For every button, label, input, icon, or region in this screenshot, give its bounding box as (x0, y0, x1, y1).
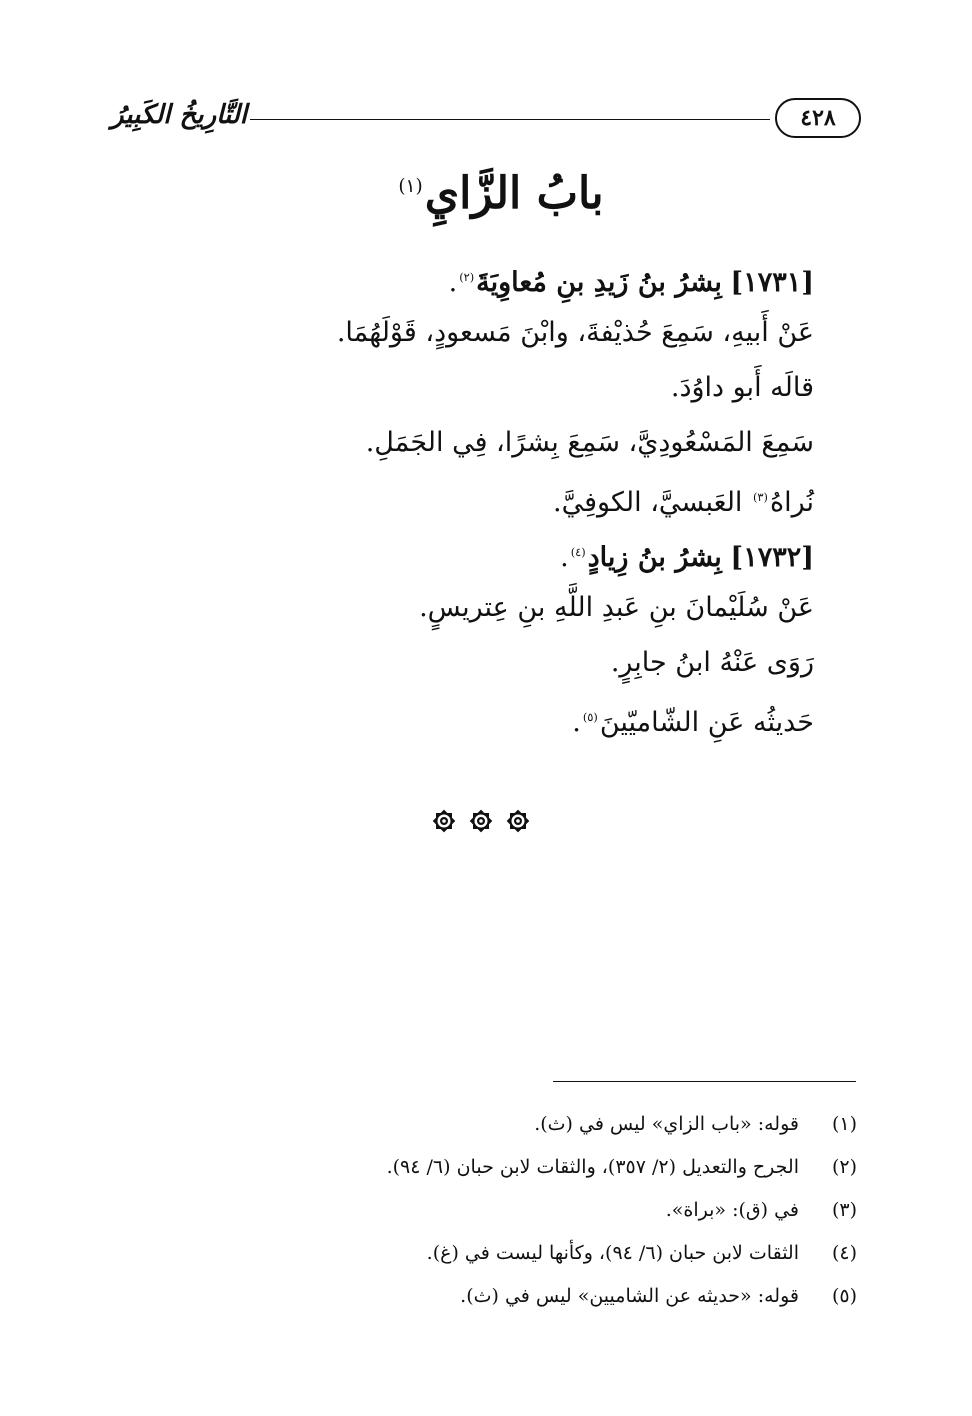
page-number-badge: ٤٢٨ (775, 98, 861, 138)
entry-name: بِشرُ بنُ زَيدِ بنِ مُعاوِيَةَ (476, 267, 722, 298)
running-header (0, 0, 972, 160)
footnote-text: قوله: «باب الزاي» ليس في (ث). (534, 1113, 799, 1135)
footnote-text: الثقات لابن حبان (٦/ ٩٤)، وكأنها ليست في (غ). (426, 1242, 799, 1264)
footnote-number: (٣) (831, 1199, 857, 1221)
entry-number: [١٧٣١] (730, 267, 814, 298)
book-title: التَّارِيخُ الكَبِيرُ (110, 100, 248, 130)
chapter-heading (300, 168, 700, 238)
text-line: سَمِعَ المَسْعُودِيَّ، سَمِعَ بِشرًا، فِي الجَمَلِ. (365, 427, 814, 458)
text-line (114, 690, 814, 745)
entry-heading-line (114, 525, 814, 580)
entry-heading-line (114, 250, 814, 305)
footnote-text: الجرح والتعديل (٢/ ٣٥٧)، والثقات لابن حبان (٦/ ٩٤). (386, 1156, 799, 1178)
footnote-marker: (٣) (753, 490, 768, 504)
footnote-number: (١) (831, 1113, 857, 1135)
punctuation: . (560, 542, 569, 573)
header-rule (250, 119, 770, 120)
footnote (157, 1189, 857, 1232)
body-text (114, 250, 814, 745)
entry-number: [١٧٣٢] (730, 542, 814, 573)
footnote-number: (٥) (831, 1285, 857, 1307)
text-fragment: حَديثُه عَنِ الشّاميّينَ (599, 707, 814, 738)
text-fragment: نُراهُ (769, 487, 814, 518)
footnote-marker: (٢) (459, 270, 475, 284)
star-flower-icon (504, 807, 532, 835)
footnote-text: قوله: «حديثه عن الشاميين» ليس في (ث). (460, 1285, 799, 1307)
text-fragment: العَبسيَّ، الكوفِيَّ. (553, 487, 751, 518)
text-line: رَوَى عَنْهُ ابنُ جابِرٍ. (610, 647, 814, 678)
footnotes (157, 1103, 857, 1318)
punctuation: . (448, 267, 458, 298)
footnote-number: (٢) (831, 1156, 857, 1178)
footnote (157, 1103, 857, 1146)
footnote (157, 1275, 857, 1318)
star-flower-icon (467, 807, 495, 835)
text-line: قالَه أَبو داوُدَ. (670, 372, 814, 403)
footnote-text: في (ق): «براة». (665, 1199, 799, 1221)
section-end-ornament (430, 807, 540, 837)
text-fragment: . (572, 707, 581, 738)
chapter-title: بابُ الزَّايِ (424, 168, 604, 219)
text-line: عَنْ سُلَيْمانَ بنِ عَبدِ اللَّهِ بنِ عِتريسٍ. (419, 592, 814, 623)
text-line: عَنْ أَبيهِ، سَمِعَ حُذيْفةَ، وابْنَ مَسعودٍ، قَوْلَهُمَا. (336, 317, 814, 348)
star-flower-icon (430, 807, 458, 835)
entry-name: بِشرُ بنُ زِيادٍ (587, 542, 722, 573)
footnote-marker: (٤) (570, 545, 586, 559)
footnote-marker: (٥) (582, 710, 598, 724)
text-line (114, 470, 814, 525)
footnote-marker: (١) (398, 176, 423, 198)
footnote-separator (553, 1081, 856, 1082)
footnote (157, 1232, 857, 1275)
footnote (157, 1146, 857, 1189)
footnote-number: (٤) (831, 1242, 857, 1264)
